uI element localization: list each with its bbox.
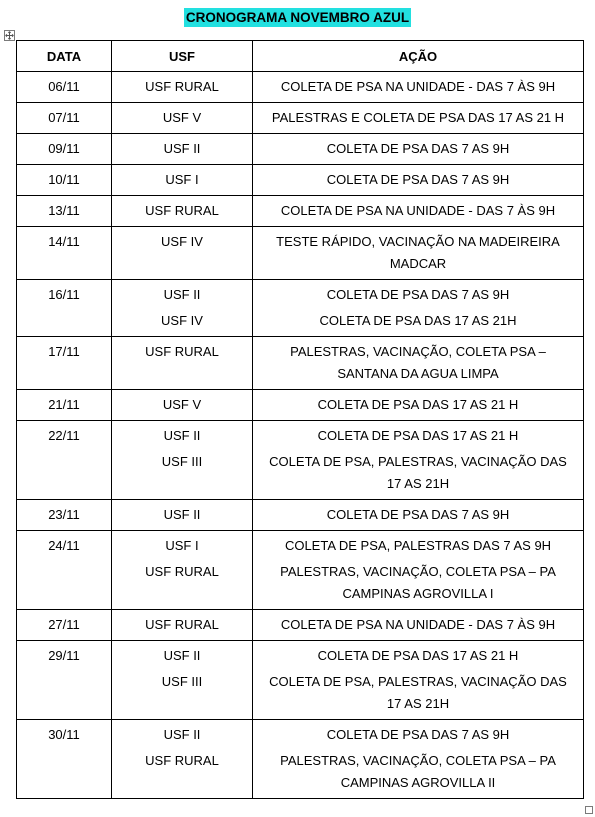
action-text: MADCAR — [389, 256, 447, 271]
date-text: 22/11 — [48, 428, 80, 443]
date-text: 30/11 — [48, 727, 80, 742]
header-date[interactable]: DATA — [17, 41, 112, 72]
usf-text: USF I — [165, 172, 199, 187]
usf-cell[interactable] — [112, 390, 253, 421]
date-text: 07/11 — [48, 110, 80, 125]
date-text: 13/11 — [48, 203, 80, 218]
action-cell[interactable] — [253, 500, 584, 531]
action-text: PALESTRAS, VACINAÇÃO, COLETA PSA – PA — [280, 753, 556, 768]
date-cell[interactable] — [17, 103, 112, 134]
table-row — [17, 337, 584, 390]
table-row — [17, 500, 584, 531]
date-cell[interactable] — [17, 280, 112, 337]
action-text: COLETA DE PSA NA UNIDADE - DAS 7 ÀS 9H — [280, 617, 556, 632]
date-text: 17/11 — [48, 344, 80, 359]
usf-cell[interactable] — [112, 165, 253, 196]
date-cell[interactable] — [17, 500, 112, 531]
table-row — [17, 390, 584, 421]
table-row — [17, 227, 584, 280]
action-cell[interactable] — [253, 103, 584, 134]
usf-text: USF V — [162, 397, 202, 412]
date-text: 06/11 — [48, 79, 80, 94]
date-cell[interactable] — [17, 610, 112, 641]
table-row — [17, 103, 584, 134]
action-cell[interactable] — [253, 227, 584, 280]
usf-text: USF II — [163, 141, 201, 156]
usf-text: USF IV — [161, 313, 203, 328]
table-header-row — [17, 41, 584, 72]
action-text: 17 AS 21H — [386, 476, 450, 491]
date-cell[interactable] — [17, 531, 112, 610]
document-title[interactable]: CRONOGRAMA NOVEMBRO AZUL — [185, 10, 410, 25]
usf-text: USF RURAL — [145, 79, 219, 94]
usf-text: USF RURAL — [145, 344, 219, 359]
action-text: COLETA DE PSA DAS 7 AS 9H — [326, 727, 510, 742]
usf-text: USF II — [163, 648, 201, 663]
usf-text: USF RURAL — [145, 617, 219, 632]
action-text: COLETA DE PSA DAS 7 AS 9H — [326, 507, 510, 522]
action-cell[interactable] — [253, 610, 584, 641]
date-text: 24/11 — [48, 538, 80, 553]
usf-text: USF RURAL — [145, 203, 219, 218]
date-cell[interactable] — [17, 641, 112, 720]
table-row — [17, 641, 584, 720]
action-cell[interactable] — [253, 720, 584, 799]
usf-cell[interactable] — [112, 103, 253, 134]
action-text: COLETA DE PSA, PALESTRAS DAS 7 AS 9H — [284, 538, 552, 553]
action-cell[interactable] — [253, 165, 584, 196]
usf-text: USF III — [161, 674, 203, 689]
action-text: COLETA DE PSA DAS 17 AS 21H — [319, 313, 517, 328]
date-text: 27/11 — [48, 617, 80, 632]
date-cell[interactable] — [17, 134, 112, 165]
title-container — [0, 8, 595, 27]
usf-cell[interactable] — [112, 280, 253, 337]
usf-text: USF III — [161, 454, 203, 469]
usf-cell[interactable] — [112, 610, 253, 641]
schedule-table — [16, 40, 584, 799]
table-body — [17, 72, 584, 799]
usf-text: USF RURAL — [145, 753, 219, 768]
action-text: COLETA DE PSA, PALESTRAS, VACINAÇÃO DAS — [269, 454, 567, 469]
action-text: COLETA DE PSA NA UNIDADE - DAS 7 ÀS 9H — [280, 203, 556, 218]
action-text: CAMPINAS AGROVILLA II — [340, 775, 496, 790]
date-cell[interactable] — [17, 390, 112, 421]
usf-cell[interactable] — [112, 531, 253, 610]
action-text: COLETA DE PSA DAS 7 AS 9H — [326, 141, 510, 156]
action-cell[interactable] — [253, 390, 584, 421]
date-text: 09/11 — [48, 141, 80, 156]
action-text: 17 AS 21H — [386, 696, 450, 711]
date-text: 14/11 — [48, 234, 80, 249]
date-cell[interactable] — [17, 337, 112, 390]
usf-cell[interactable] — [112, 337, 253, 390]
action-text: COLETA DE PSA NA UNIDADE - DAS 7 ÀS 9H — [280, 79, 556, 94]
action-text: PALESTRAS, VACINAÇÃO, COLETA PSA – PA — [280, 564, 556, 579]
date-text: 29/11 — [48, 648, 80, 663]
action-text: PALESTRAS, VACINAÇÃO, COLETA PSA – — [290, 344, 546, 359]
table-row — [17, 72, 584, 103]
usf-text: USF IV — [161, 234, 203, 249]
action-text: COLETA DE PSA DAS 7 AS 9H — [326, 287, 510, 302]
date-text: 21/11 — [48, 397, 80, 412]
action-text: SANTANA DA AGUA LIMPA — [337, 366, 499, 381]
date-text: 10/11 — [48, 172, 80, 187]
action-text: PALESTRAS E COLETA DE PSA DAS 17 AS 21 H — [271, 110, 565, 125]
usf-text: USF II — [163, 428, 201, 443]
usf-cell[interactable] — [112, 641, 253, 720]
action-text: COLETA DE PSA DAS 17 AS 21 H — [317, 397, 519, 412]
usf-text: USF II — [163, 507, 201, 522]
usf-text: USF V — [162, 110, 202, 125]
action-cell[interactable] — [253, 337, 584, 390]
table-row — [17, 134, 584, 165]
usf-text: USF II — [163, 287, 201, 302]
date-text: 16/11 — [48, 287, 80, 302]
date-cell[interactable] — [17, 72, 112, 103]
action-text: COLETA DE PSA DAS 17 AS 21 H — [317, 428, 519, 443]
action-cell[interactable] — [253, 641, 584, 720]
usf-text: USF I — [165, 538, 199, 553]
action-text: CAMPINAS AGROVILLA I — [342, 586, 494, 601]
date-cell[interactable] — [17, 165, 112, 196]
table-row — [17, 610, 584, 641]
action-cell[interactable] — [253, 531, 584, 610]
usf-cell[interactable] — [112, 134, 253, 165]
table-row — [17, 720, 584, 799]
date-cell[interactable] — [17, 227, 112, 280]
usf-cell[interactable] — [112, 72, 253, 103]
usf-cell[interactable] — [112, 196, 253, 227]
usf-cell[interactable] — [112, 227, 253, 280]
table-move-handle-icon[interactable] — [4, 30, 15, 41]
table-row — [17, 280, 584, 337]
header-action[interactable]: AÇÃO — [253, 41, 584, 72]
table-row — [17, 531, 584, 610]
action-cell[interactable] — [253, 134, 584, 165]
table-row — [17, 165, 584, 196]
table-row — [17, 196, 584, 227]
action-cell[interactable] — [253, 421, 584, 500]
action-text: COLETA DE PSA DAS 7 AS 9H — [326, 172, 510, 187]
date-cell[interactable] — [17, 720, 112, 799]
table-row — [17, 421, 584, 500]
action-cell[interactable] — [253, 72, 584, 103]
action-text: COLETA DE PSA, PALESTRAS, VACINAÇÃO DAS — [269, 674, 567, 689]
header-usf[interactable]: USF — [112, 41, 253, 72]
date-cell[interactable] — [17, 196, 112, 227]
date-text: 23/11 — [48, 507, 80, 522]
action-text: TESTE RÁPIDO, VACINAÇÃO NA MADEIREIRA — [276, 234, 560, 249]
date-cell[interactable] — [17, 421, 112, 500]
table-resize-handle-icon[interactable] — [585, 806, 593, 814]
action-cell[interactable] — [253, 280, 584, 337]
usf-cell[interactable] — [112, 720, 253, 799]
action-text: COLETA DE PSA DAS 17 AS 21 H — [317, 648, 519, 663]
usf-cell[interactable] — [112, 500, 253, 531]
usf-cell[interactable] — [112, 421, 253, 500]
action-cell[interactable] — [253, 196, 584, 227]
usf-text: USF II — [163, 727, 201, 742]
usf-text: USF RURAL — [145, 564, 219, 579]
